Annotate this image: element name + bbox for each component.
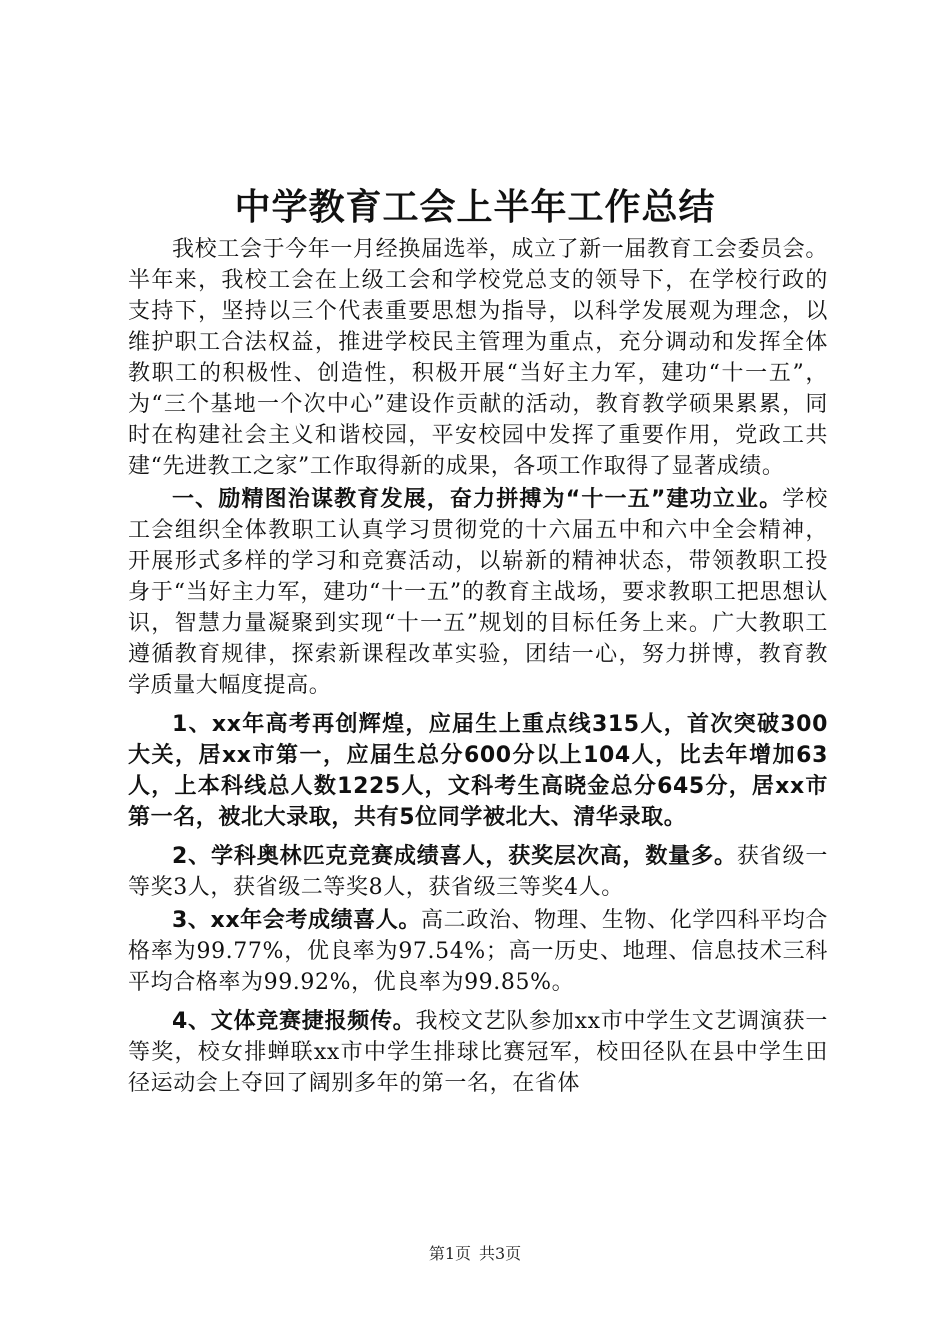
paragraph-text: 学校工会组织全体教职工认真学习贯彻党的十六届五中和六中全会精神，开展形式多样的学习和竞赛活动，以崭新的精神状态，带领教职工投身于“当好主力军，建功“十一五”的教育主战场，要求教职工把思想认识，智慧力量凝聚到实现“十一五”规划的目标任务上来。广大教职工遵循教育规律，探索新课程改革实验，团结一心，努力拼博，教育教学质量大幅度提高。 xyxy=(128,487,828,698)
page-number: 第1页 xyxy=(428,1244,471,1263)
paragraph-item-3 xyxy=(128,905,828,998)
page-footer xyxy=(0,1244,950,1264)
paragraph-lead: 一、励精图治谋教育发展，奋力拼搏为“十一五”建功立业。 xyxy=(172,487,783,512)
paragraph-text: 获省级一等奖3人，获省级二等奖8人，获省级三等奖4人。 xyxy=(128,844,828,900)
document-body xyxy=(128,234,828,1099)
paragraph-text: 我校工会于今年一月经换届选举，成立了新一届教育工会委员会。半年来，我校工会在上级工会和学校党总支的领导下，在学校行政的支持下，坚持以三个代表重要思想为指导，以科学发展观为理念，以维护职工合法权益，推进学校民主管理为重点，充分调动和发挥全体教职工的积极性、创造性，积极开展“当好主力军，建功“十一五”，为“三个基地一个次中心”建设作贡献的活动，教育教学硕果累累，同时在构建社会主义和谐校园，平安校园中发挥了重要作用，党政工共建“先进教工之家”工作取得新的成果，各项工作取得了显著成绩。 xyxy=(128,237,828,479)
paragraph-lead: 1、xx年高考再创辉煌，应届生上重点线315人，首次突破300大关，居xx市第一，应届生总分600分以上104人，比去年增加63人，上本科线总人数1225人，文科考生高晓金总分645分，居xx市第一名，被北大录取，共有5位同学被北大、清华录取。 xyxy=(128,712,828,830)
paragraph-text: 我校文艺队参加xx市中学生文艺调演获一等奖，校女排蝉联xx市中学生排球比赛冠军，校田径队在县中学生田径运动会上夺回了阔别多年的第一名，在省体 xyxy=(128,1009,828,1096)
paragraph-lead: 2、学科奥林匹克竞赛成绩喜人，获奖层次高，数量多。 xyxy=(172,844,737,869)
paragraph-text: 高二政治、物理、生物、化学四科平均合格率为99.77%，优良率为97.54%；高一历史、地理、信息技术三科平均合格率为99.92%，优良率为99.85%。 xyxy=(128,908,828,995)
paragraph-item-2 xyxy=(128,841,828,903)
paragraph-lead: 4、文体竞赛捷报频传。 xyxy=(172,1009,416,1034)
paragraph-item-1 xyxy=(128,709,828,833)
document-title: 中学教育工会上半年工作总结 xyxy=(234,187,716,228)
paragraph-section-1 xyxy=(128,484,828,701)
paragraph-lead: 3、xx年会考成绩喜人。 xyxy=(172,908,422,933)
paragraph-item-4 xyxy=(128,1006,828,1099)
page-total: 共3页 xyxy=(479,1244,522,1263)
paragraph-intro xyxy=(128,234,828,482)
